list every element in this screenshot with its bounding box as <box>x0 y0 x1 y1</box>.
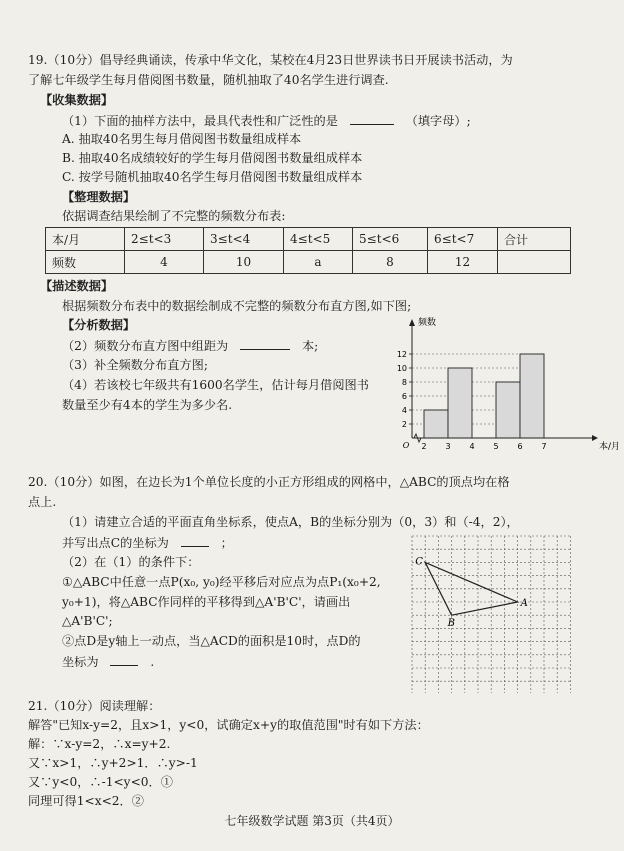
q20-part2a-line1: ①△ABC中任意一点P(x₀, y₀)经平移后对应点为点P₁(x₀+2, <box>62 575 381 589</box>
y-axis-arrow <box>409 319 415 326</box>
q21-line3: 又∵x>1，∴y+2>1．∴y>-1 <box>28 756 198 770</box>
table-cell: 12 <box>428 251 498 274</box>
describe-heading: 【描述数据】 <box>40 279 114 293</box>
y-tick-label: 6 <box>401 392 407 401</box>
triangle-abc <box>425 562 517 615</box>
q19-part1-suffix: （填字母）; <box>405 114 471 128</box>
table-cell: 3≤t<4 <box>204 228 284 251</box>
x-tick-label: 2 <box>421 442 427 451</box>
option-c: C. 按学号随机抽取40名学生每月借阅图书数量组成样本 <box>62 170 363 184</box>
q19-intro-line2: 了解七年级学生每月借阅图书数量，随机抽取了40名学生进行调查. <box>28 73 389 87</box>
q19-part4-line2: 数量至少有4本的学生为多少名. <box>62 398 233 412</box>
q20-part1-line2 <box>62 534 233 551</box>
q19-part2-text: （2）频数分布直方图中组距为 <box>62 339 229 353</box>
q21-line4: 又∵y<0，∴-1<y<0．① <box>28 775 173 789</box>
y-tick-label: 4 <box>401 406 407 415</box>
table-cell: 6≤t<7 <box>428 228 498 251</box>
q19-part2 <box>62 337 318 354</box>
q20-part2a-line3: △A'B'C'; <box>62 614 113 628</box>
q20-part2b-text: 坐标为 <box>62 655 99 669</box>
x-tick-label: 3 <box>445 442 451 451</box>
table-cell: 合计 <box>498 228 571 251</box>
organize-heading: 【整理数据】 <box>62 190 136 204</box>
answer-blank <box>240 337 290 350</box>
q20-intro-line2: 点上. <box>28 495 57 509</box>
table-cell: 8 <box>353 251 428 274</box>
q21-line1: 解答"已知x-y=2，且x>1，y<0，试确定x+y的取值范围"时有如下方法： <box>28 718 429 732</box>
q19-part3: （3）补全频数分布直方图; <box>62 358 208 372</box>
table-cell: 频数 <box>46 251 125 274</box>
describe-text: 根据频数分布表中的数据绘制成不完整的频数分布直方图,如下图; <box>62 299 412 313</box>
answer-blank <box>181 534 209 547</box>
table-intro: 依据调查结果绘制了不完整的频数分布表: <box>62 209 286 223</box>
collect-heading: 【收集数据】 <box>40 93 114 107</box>
q20-part2b-suffix: . <box>150 655 155 669</box>
option-a: A. 抽取40名男生每月借阅图书数量组成样本 <box>62 132 302 146</box>
answer-blank <box>110 653 138 666</box>
y-tick-label: 8 <box>401 378 407 387</box>
q20-part2: （2）在（1）的条件下： <box>62 555 200 569</box>
analyze-heading: 【分析数据】 <box>62 318 136 332</box>
x-tick-label: 4 <box>469 442 475 451</box>
q19-part2-suffix: 本; <box>301 339 319 353</box>
x-tick-label: 7 <box>541 442 547 451</box>
y-axis-label: 频数 <box>418 318 437 328</box>
q19-intro-line1: 19.（10分）倡导经典诵读，传承中华文化，某校在4月23日世界读书日开展读书活动，为 <box>28 53 513 67</box>
option-b: B. 抽取40名成绩较好的学生每月借阅图书数量组成样本 <box>62 151 363 165</box>
page-footer: 七年级数学试题 第3页（共4页） <box>224 814 400 828</box>
table-header-row <box>46 228 571 251</box>
table-cell: 4 <box>125 251 204 274</box>
table-cell: 本/月 <box>46 228 125 251</box>
vertex-label-a: A <box>520 598 528 609</box>
q21-intro: 21.（10分）阅读理解： <box>28 699 161 713</box>
x-axis-arrow <box>592 435 598 441</box>
x-axis-label: 本/月 <box>599 442 621 452</box>
frequency-histogram <box>392 316 622 462</box>
q21-line2: 解：∵x-y=2，∴x=y+2. <box>28 737 171 751</box>
table-row <box>46 251 571 274</box>
vertex-label-b: B <box>447 618 455 630</box>
histogram-bar <box>520 354 544 438</box>
x-tick-label: 6 <box>517 442 523 451</box>
q19-part4-line1: （4）若该校七年级共有1600名学生，估计每月借阅图书 <box>62 378 369 392</box>
histogram-bar <box>448 368 472 438</box>
q19-part1-text: （1）下面的抽样方法中，最具代表性和广泛性的是 <box>62 114 338 128</box>
q20-part2a-line2: y₀+1)，将△ABC作同样的平移得到△A'B'C'，请画出 <box>62 595 351 609</box>
table-cell: 2≤t<3 <box>125 228 204 251</box>
origin-label: O <box>402 441 410 450</box>
table-cell <box>498 251 571 274</box>
y-tick-label: 10 <box>396 364 407 373</box>
q20-part1-text: 并写出点C的坐标为 <box>62 536 169 550</box>
frequency-table <box>45 227 571 274</box>
y-tick-label: 12 <box>396 350 407 359</box>
q20-intro-line1: 20.（10分）如图，在边长为1个单位长度的小正方形组成的网格中，△ABC的顶点均在格 <box>28 475 510 489</box>
histogram-bar <box>496 382 520 438</box>
table-cell: 10 <box>204 251 284 274</box>
q19-part1 <box>62 112 471 129</box>
y-tick-label: 2 <box>401 420 407 429</box>
answer-blank <box>350 112 394 125</box>
triangle-grid-figure <box>410 533 576 693</box>
histogram-bar <box>424 410 448 438</box>
q21-line5: 同理可得1<x<2．② <box>28 794 144 808</box>
table-cell: 5≤t<6 <box>353 228 428 251</box>
q20-part1-suffix: ； <box>220 536 233 550</box>
table-cell: 4≤t<5 <box>284 228 353 251</box>
table-cell: a <box>284 251 353 274</box>
x-tick-label: 5 <box>493 442 499 451</box>
vertex-label-c: C <box>415 556 423 568</box>
q20-part1-line1: （1）请建立合适的平面直角坐标系，使点A，B的坐标分别为（0，3）和（-4，2）， <box>62 515 519 529</box>
q20-part2b-line1: ②点D是y轴上一动点，当△ACD的面积是10时，点D的 <box>62 634 361 648</box>
q20-part2b-line2 <box>62 653 154 670</box>
